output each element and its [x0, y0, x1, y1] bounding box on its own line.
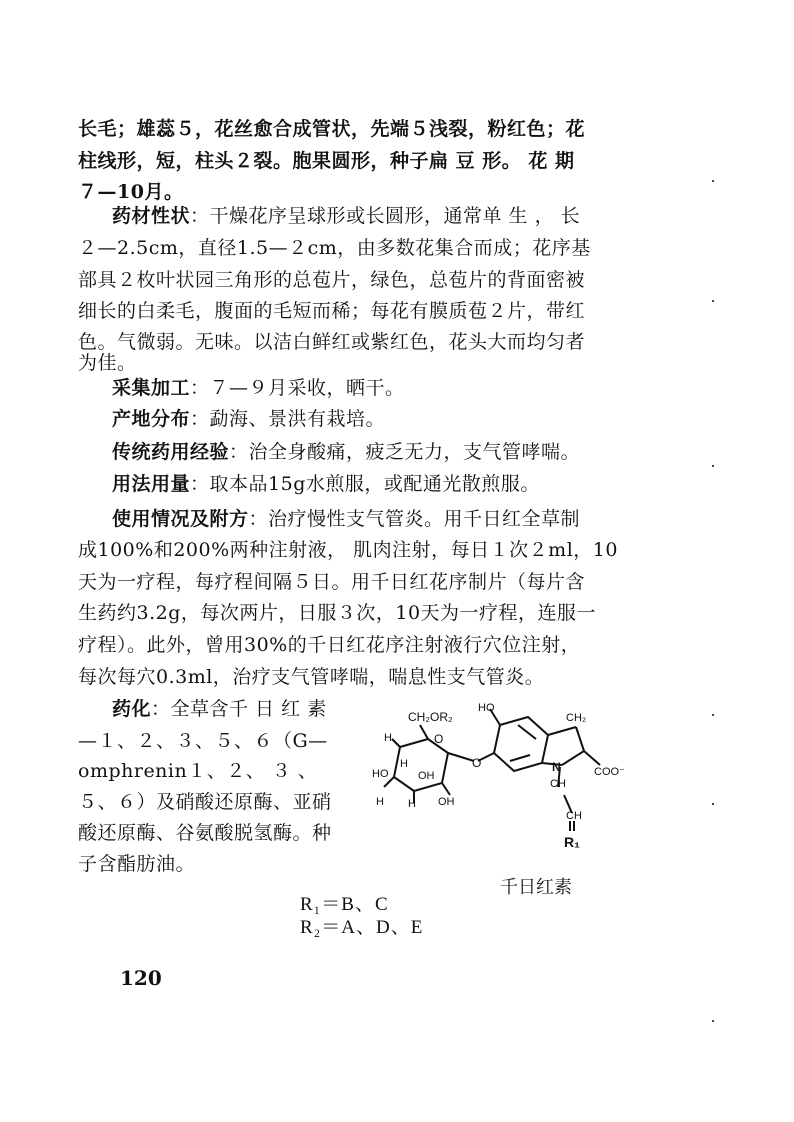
scan-speck: [712, 465, 714, 467]
label-n: N: [552, 760, 561, 774]
section-label: 药材性状: [112, 205, 191, 227]
section-label: 用法用量: [112, 473, 191, 495]
sugar-ring: [384, 725, 474, 803]
text-line: 酸还原酶、谷氨酸脱氢酶。种: [78, 822, 332, 844]
text-line: ：治疗慢性支气管炎。用千日红全草制: [248, 508, 581, 530]
label-h: H: [408, 798, 416, 810]
label-ho: HO: [372, 768, 389, 780]
usage-paragraph-start: [112, 507, 658, 531]
label-h: H: [384, 732, 392, 744]
section-label: 传统药用经验: [112, 441, 230, 463]
text-line: 长毛；雄蕊５，花丝愈合成管状，先端５浅裂，粉红色；花: [78, 118, 586, 140]
text-line: ：勐海、景洪有栽培。: [190, 408, 386, 430]
label-ch: CH: [566, 810, 582, 822]
label-coo: COO⁻: [594, 766, 625, 778]
scan-speck: [712, 180, 714, 182]
text-line: 色。气微弱。无味。以洁白鲜红或紫红色，花头大而均匀者: [78, 331, 586, 353]
scan-speck: [712, 300, 714, 302]
label-h: H: [400, 758, 408, 770]
figure-caption: 千日红素: [500, 877, 572, 898]
chem-paragraph-start: [112, 697, 368, 721]
text-line: 疗程）。此外，曾用30%的千日红花序注射液行穴位注射，: [78, 634, 581, 656]
aromatic-ring: [478, 709, 548, 771]
label-ch: CH: [550, 778, 566, 790]
origin-paragraph: [112, 407, 658, 431]
label-o: O: [472, 756, 482, 770]
text-line: 细长的白柔毛，腹面的毛短而稀；每花有膜质苞２片，带红: [78, 300, 586, 322]
tradition-paragraph: [112, 440, 658, 464]
section-label: 药化: [112, 698, 152, 720]
text-line: 天为一疗程，每疗程间隔５日。用千日红花序制片（每片含: [78, 571, 586, 593]
scan-speck: [712, 714, 714, 716]
text-line: —１、２、３、５、６（G—: [78, 730, 328, 752]
crude-drug-paragraph-start: [112, 204, 658, 228]
gomphrenin-structure-diagram: [370, 695, 630, 855]
scan-speck: [712, 1020, 714, 1022]
collect-paragraph: [112, 376, 658, 400]
page-number: 120: [120, 966, 162, 990]
label-ch2: CH₂: [566, 712, 587, 724]
label-h: H: [376, 796, 384, 808]
section-label: 使用情况及附方: [112, 508, 249, 530]
r1-definition: R₁＝B、C: [300, 894, 389, 915]
text-line: 部具２枚叶状园三角形的总苞片，绿色，总苞片的背面密被: [78, 269, 586, 291]
text-line: ：治全身酸痛，疲乏无力，支气管哮喘。: [229, 441, 581, 463]
text-line: ２—2.5cm，直径1.5—２cm，由多数花集合而成；花序基: [78, 237, 591, 259]
text-line: omphrenin１、２、 ３ 、: [78, 760, 318, 782]
label-ring-o: O: [434, 732, 444, 746]
text-line: 柱线形，短，柱头２裂。胞果圆形，种子扁 豆 形。 花 期: [78, 150, 575, 172]
r2-definition: R₂＝A、D、E: [300, 917, 424, 938]
text-line: ：全草含千 日 红 素: [151, 698, 327, 720]
label-oh: OH: [418, 770, 435, 782]
section-label: 采集加工: [112, 377, 191, 399]
text-line: ５、６）及硝酸还原酶、亚硝: [78, 791, 332, 813]
scan-speck: [712, 803, 714, 805]
section-label: 产地分布: [112, 408, 191, 430]
text-line: 子含酯肪油。: [78, 853, 196, 875]
text-line: ：取本品15g水煎服，或配通光散煎服。: [190, 473, 540, 495]
label-ho: HO: [478, 702, 495, 714]
text-line: 成100%和200%两种注射液， 肌肉注射，每日１次２ml，10: [78, 539, 618, 561]
label-ch2or2: CH₂OR₂: [408, 710, 453, 724]
text-line: 生药约3.2g，每次两片，日服３次，10天为一疗程，连服一: [78, 602, 597, 624]
text-line: ７—10月。: [78, 181, 184, 203]
text-line: 为佳。: [78, 352, 137, 374]
label-r1: R₁: [564, 834, 580, 850]
label-oh: OH: [438, 796, 455, 808]
text-line: ：７—９月采收，晒干。: [190, 377, 405, 399]
text-line: ：干燥花序呈球形或长圆形，通常单 生 ， 长: [190, 205, 581, 227]
text-line: 每次每穴0.3ml，治疗支气管哮喘，喘息性支气管炎。: [78, 666, 545, 688]
dosage-paragraph: [112, 472, 658, 496]
